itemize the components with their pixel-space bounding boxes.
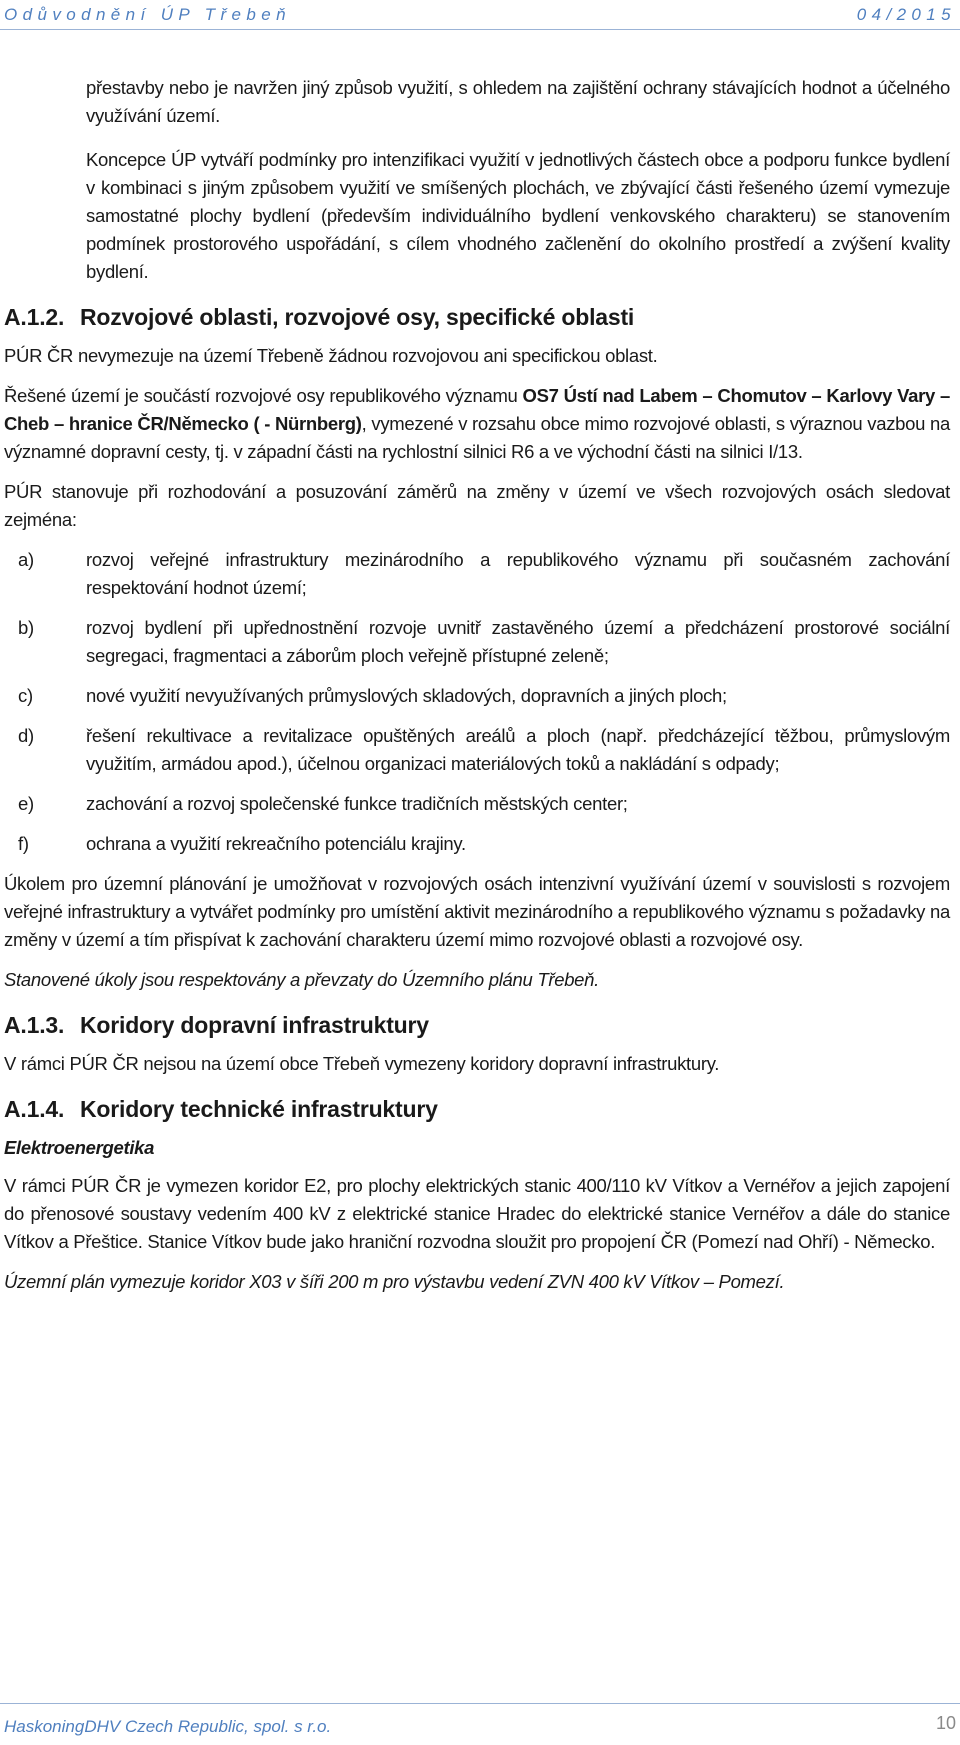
os7-text-start: Řešené území je součástí rozvojové osy republikového významu [4,385,523,406]
header-date: 04/2015 [856,5,956,24]
list-item [4,682,950,710]
header-document-title: Odůvodnění ÚP Třebeň [4,5,291,24]
list-item-marker: c) [18,685,33,706]
page-header [0,0,960,30]
heading-a12-title: Rozvojové oblasti, rozvojové osy, specifické oblasti [80,304,635,330]
heading-a14-title: Koridory technické infrastruktury [80,1096,438,1122]
list-item [4,790,950,818]
list-item-marker: f) [18,833,29,854]
paragraph-os7 [4,382,950,466]
paragraph-doprava: V rámci PÚR ČR nejsou na území obce Třebeň vymezeny koridory dopravní infrastruktury. [4,1053,720,1074]
list-item-marker: e) [18,793,34,814]
list-item-text: řešení rekultivace a revitalizace opuštěných areálů a ploch (např. předcházející těžbou, průmyslovým využitím, armádou apod.), účelnou organizaci materiálových toků a nakládání s odpady; [86,725,950,774]
list-item [4,546,950,602]
heading-a13-title: Koridory dopravní infrastruktury [80,1012,429,1038]
page-footer [0,1703,960,1745]
criteria-list [4,546,950,858]
os7-text-end: , vymezené v rozsahu obce mimo rozvojové oblasti, s výraznou vazbou na významné dopravní cesty, tj. v západní části na rychlostní silnici R6 a ve východní části na silnici I/13. [4,413,950,462]
subheading-elektroenergetika: Elektroenergetika [4,1137,155,1158]
list-item-text: ochrana a využití rekreačního potenciálu krajiny. [86,833,466,854]
list-item-marker: d) [18,725,34,746]
paragraph-pur-criteria: PÚR stanovuje při rozhodování a posuzování záměrů na změny v území ve všech rozvojových osách sledovat zejména: [4,481,950,530]
header-divider [0,29,960,30]
os7-axis-name: OS7 Ústí nad Labem – Chomutov – Karlovy Vary – Cheb – hranice ČR/Německo ( - Nürnberg) [4,385,950,434]
paragraph-ukolem: Úkolem pro územní plánování je umožňovat v rozvojových osách intenzivní využívání území v souvislosti s rozvojem veřejné infrastruktury a vytvářet podmínky pro umístění aktivit mezinárodního a republikového významu s požadavky na změny v území a tím přispívat k zachování charakteru území mimo rozvojové oblasti a rozvojové osy. [4,873,950,950]
list-item-marker: b) [18,617,34,638]
heading-a13-number: A.1.3. [4,1012,65,1038]
paragraph-koncepce: Koncepce ÚP vytváří podmínky pro intenzifikaci využití v jednotlivých částech obce a podporu funkce bydlení v kombinaci s jiným způsobem využití ve smíšených plochách, ve zbývající části řešeného území vymezuje samostatné plochy bydlení (především individuálního bydlení venkovského charakteru) se stanovením podmínek prostorového uspořádání, s cílem vhodného začlenění do okolního prostředí a zvýšení kvality bydlení. [86,149,950,282]
paragraph-koridor-e2: V rámci PÚR ČR je vymezen koridor E2, pro plochy elektrických stanic 400/110 kV Vítkov a Vernéřov a jejich zapojení do přenosové soustavy vedením 400 kV z elektrické stanice Hradec do elektrické stanice Vernéřov a dále do stanice Vítkov a Přeštice. Stanice Vítkov bude jako hraniční rozvodna sloužit pro propojení ČR (Pomezí nad Ohří) - Německo. [4,1175,950,1252]
paragraph-continuation: přestavby nebo je navržen jiný způsob využití, s ohledem na zajištění ochrany stávajících hodnot a účelného využívání území. [86,77,950,126]
page-content [4,74,950,1308]
list-item [4,614,950,670]
footer-divider [0,1703,960,1704]
heading-a14-number: A.1.4. [4,1096,65,1122]
list-item-marker: a) [18,549,34,570]
paragraph-pur-no-area: PÚR ČR nevymezuje na území Třebeně žádnou rozvojovou ani specifickou oblast. [4,345,658,366]
heading-a13 [4,1010,950,1040]
footer-page-number: 10 [935,1713,956,1733]
list-item-text: zachování a rozvoj společenské funkce tradičních městských center; [86,793,628,814]
paragraph-koridor-x03: Územní plán vymezuje koridor X03 v šíři 200 m pro výstavbu vedení ZVN 400 kV Vítkov – Pomezí. [4,1271,785,1292]
list-item-text: rozvoj veřejné infrastruktury mezinárodního a republikového významu při současném zachování respektování hodnot území; [86,549,950,598]
footer-company: HaskoningDHV Czech Republic, spol. s r.o. [4,1717,332,1736]
heading-a14 [4,1094,950,1124]
list-item-text: rozvoj bydlení při upřednostnění rozvoje uvnitř zastavěného území a předcházení prostorové sociální segregaci, fragmentaci a záborům ploch veřejně přístupné zeleně; [86,617,950,666]
list-item [4,830,950,858]
heading-a12-number: A.1.2. [4,304,65,330]
list-item-text: nové využití nevyužívaných průmyslových skladových, dopravních a jiných ploch; [86,685,727,706]
heading-a12 [4,302,950,332]
paragraph-respektovany: Stanovené úkoly jsou respektovány a převzaty do Územního plánu Třebeň. [4,969,600,990]
list-item [4,722,950,778]
